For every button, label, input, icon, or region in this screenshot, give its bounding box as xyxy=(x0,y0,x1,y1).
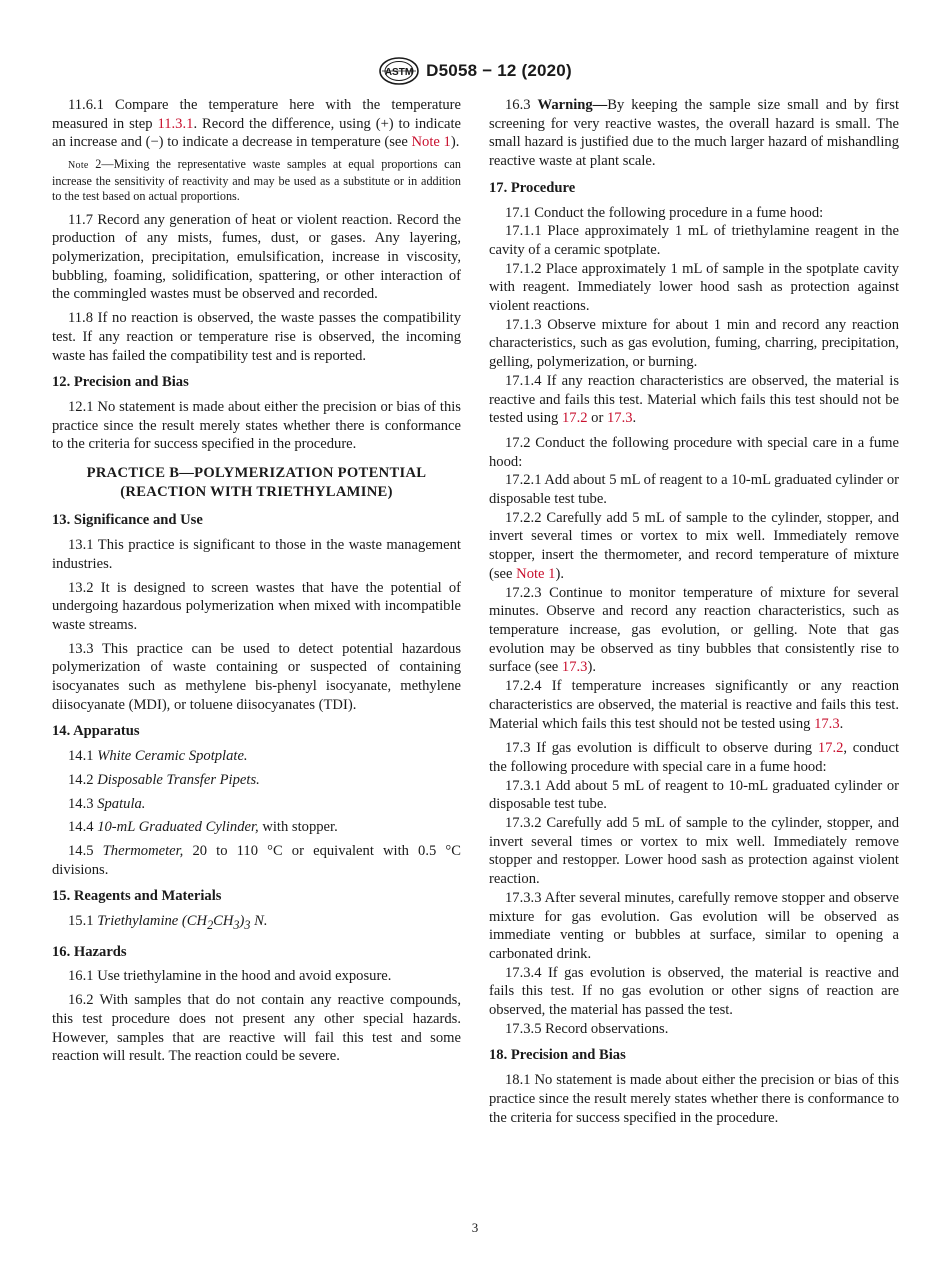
practice-b-heading: PRACTICE B—POLYMERIZATION POTENTIAL (REACTION WITH TRIETHYLAMINE) xyxy=(86,465,427,500)
link-note-1[interactable]: Note 1 xyxy=(516,565,556,582)
para-17-1: 17.1 Conduct the following procedure in a fume hood: xyxy=(505,204,824,221)
astm-logo-icon xyxy=(378,56,420,86)
document-id: D5058 − 12 (2020) xyxy=(426,61,572,80)
link-17-3[interactable]: 17.3 xyxy=(561,659,588,676)
para-13-1: 13.1 This practice is significant to those in the waste management industries. xyxy=(52,537,461,572)
para-13-2: 13.2 It is designed to screen wastes that have the potential of undergoing hazardous polymerization when mixed with incompatible waste streams. xyxy=(52,579,461,633)
link-11-3-1[interactable]: 11.3.1 xyxy=(157,115,194,132)
para-14-1: 14.1 White Ceramic Spotplate. xyxy=(68,748,248,765)
section-heading-18: 18. Precision and Bias xyxy=(489,1047,626,1064)
para-17-3-2: 17.3.2 Carefully add 5 mL of sample to the cylinder, stopper, and invert several times or vortex to mix well. Immediately remove stopper and restopper. Lower hood sash as protection against violent reaction. xyxy=(489,815,899,888)
para-11-7: 11.7 Record any generation of heat or violent reaction. Record the production of any mists, fumes, dust, or gases. Any layering, polymerization, precipitation, emulsification, increase in viscosity, bubbling, foaming, solidification, spattering, or other interaction of the commingled wastes must be observed and recorded. xyxy=(52,211,461,303)
section-heading-17: 17. Procedure xyxy=(489,179,576,196)
para-17-3-3: 17.3.3 After several minutes, carefully remove stopper and observe mixture for gas evolution. Gas evolution will be observed as immediate venting or bubbles at surface, similar to opening a carbonated drink. xyxy=(489,889,899,962)
note-2: Note 2—Mixing the representative waste samples at equal proportions can increase the sensitivity of reactivity and may be used as a substitute or in addition to the test based on actual proportions. xyxy=(52,157,462,204)
link-note-1[interactable]: Note 1 xyxy=(411,134,451,151)
para-16-3: 16.3 Warning—By keeping the sample size small and by first screening for very reactive wastes, the overall hazard is small. The small hazard is justified due to the much larger hazard of mishandling reactive waste at plant scale. xyxy=(489,97,899,170)
para-14-4: 14.4 10-mL Graduated Cylinder, with stopper. xyxy=(68,819,338,836)
section-heading-15: 15. Reagents and Materials xyxy=(52,888,222,905)
para-17-1-1: 17.1.1 Place approximately 1 mL of triethylamine reagent in the cavity of a ceramic spotplate. xyxy=(489,223,899,258)
left-column xyxy=(52,96,461,1071)
para-18-1: 18.1 No statement is made about either the precision or bias of this practice since the result merely states whether there is conformance to the criteria for success specified in the procedure. xyxy=(489,1072,899,1126)
para-16-1: 16.1 Use triethylamine in the hood and avoid exposure. xyxy=(68,968,392,985)
link-17-3[interactable]: 17.3 xyxy=(606,410,633,427)
para-11-6-1: 11.6.1 Compare the temperature here with the temperature measured in step 11.3.1. Record the difference, using (+) to indicate an increase and (−) to indicate a decrease in temperature (see Note 1). xyxy=(52,97,462,151)
section-heading-16: 16. Hazards xyxy=(52,943,127,960)
right-column xyxy=(489,96,899,1132)
para-12-1: 12.1 No statement is made about either the precision or bias of this practice since the result merely states whether there is conformance to the criteria for success specified in the procedure. xyxy=(52,398,461,453)
logo-text: ASTM xyxy=(385,67,414,78)
para-16-2: 16.2 With samples that do not contain any reactive compounds, this test procedure does not present any other special hazards. However, samples that are reactive will fail this test and some reaction will result. The reaction could be severe. xyxy=(52,992,461,1065)
para-17-3-5: 17.3.5 Record observations. xyxy=(505,1020,669,1037)
para-17-2-3: 17.2.3 Continue to monitor temperature of mixture for several minutes. Observe and record any reaction characteristics, such as temperature increase, gas evolution, or gelling. Note that gas evolution may be observed as tiny bubbles that consistently rise to surface (see 17.3). xyxy=(489,584,899,676)
para-17-2-1: 17.2.1 Add about 5 mL of reagent to a 10-mL graduated cylinder or disposable test tube. xyxy=(489,472,899,508)
para-17-2-4: 17.2.4 If temperature increases significantly or any reaction characteristics are observed, the material is reactive and fails this test. Material which fails this test should not be tested using 17.3. xyxy=(489,678,900,732)
section-heading-13: 13. Significance and Use xyxy=(52,512,203,529)
para-17-2-2: 17.2.2 Carefully add 5 mL of sample to the cylinder, stopper, and invert several times or vortex to mix well. Immediately remove stopper, insert the thermometer, and record temperature of mixture (see Note 1). xyxy=(489,509,899,582)
para-13-3: 13.3 This practice can be used to detect potential hazardous polymerization of waste containing or suspected of containing isocyanates such as methylene bis-phenyl isocyanate, methylene diisocyanate (MDI), or toluene diisocyanates (TDI). xyxy=(52,640,461,713)
para-17-1-2: 17.1.2 Place approximately 1 mL of sample in the spotplate cavity with reagent. Immediately lower hood sash as protection against violent reactions. xyxy=(489,260,899,315)
para-17-3: 17.3 If gas evolution is difficult to observe during 17.2, conduct the following procedure with special care in a fume hood: xyxy=(489,740,899,775)
para-14-3: 14.3 Spatula. xyxy=(68,795,146,812)
para-17-1-3: 17.1.3 Observe mixture for about 1 min and record any reaction characteristics, such as gas evolution, fuming, charring, precipitation, gelling, polymerization, or burning. xyxy=(489,316,899,371)
para-17-2: 17.2 Conduct the following procedure with special care in a fume hood: xyxy=(489,434,899,470)
link-17-3[interactable]: 17.3 xyxy=(814,715,840,732)
link-17-2[interactable]: 17.2 xyxy=(561,410,588,427)
para-14-5: 14.5 Thermometer, 20 to 110 °C or equivalent with 0.5 °C divisions. xyxy=(52,843,461,878)
link-17-2[interactable]: 17.2 xyxy=(817,740,844,757)
para-15-1: 15.1 Triethylamine $(CH_2CH_3)_3$ N. xyxy=(68,913,268,933)
para-17-1-4: 17.1.4 If any reaction characteristics are observed, the material is reactive and fails this test. Material which fails this test should not be tested using 17.2 or 17.3. xyxy=(489,372,899,427)
para-11-8: 11.8 If no reaction is observed, the waste passes the compatibility test. If any reaction or temperature rise is observed, the incoming waste has failed the compatibility test and is reported. xyxy=(52,310,461,364)
para-17-3-4: 17.3.4 If gas evolution is observed, the material is reactive and fails this test. If no gas evolution or other signs of reaction are observed, the material has passed the test. xyxy=(489,964,899,1019)
section-heading-12: 12. Precision and Bias xyxy=(52,374,189,391)
para-17-3-1: 17.3.1 Add about 5 mL of reagent to 10-mL graduated cylinder or disposable test tube. xyxy=(489,777,899,813)
para-14-2: 14.2 Disposable Transfer Pipets. xyxy=(68,771,260,788)
page-number: 3 xyxy=(471,1220,479,1235)
page-header xyxy=(0,56,950,86)
section-heading-14: 14. Apparatus xyxy=(52,723,140,740)
